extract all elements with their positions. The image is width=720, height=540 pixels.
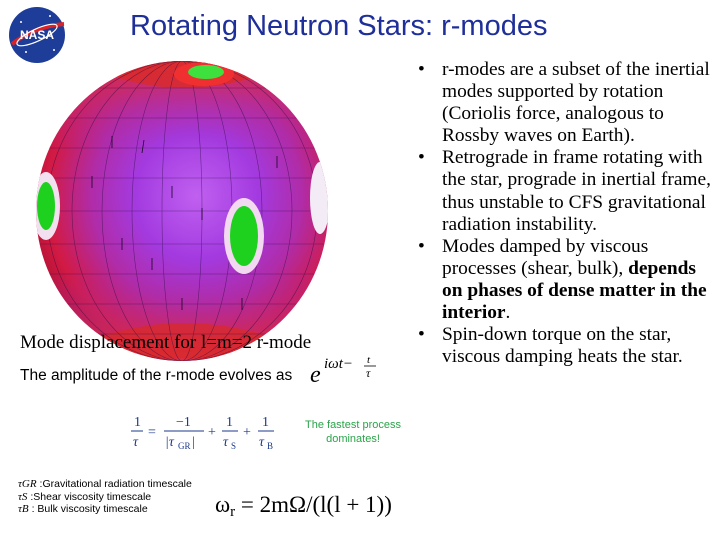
bullet-dot: • — [418, 147, 425, 169]
bullet-dot: • — [418, 235, 425, 257]
legend-item — [18, 503, 192, 516]
svg-text:+: + — [208, 425, 216, 440]
timescale-legend — [18, 478, 192, 516]
svg-text:t: t — [367, 354, 371, 366]
svg-text:τ: τ — [223, 435, 229, 450]
bullet-text: Modes damped by viscous processes (shear, bulk), — [442, 235, 649, 279]
legend-symbol: τS — [18, 490, 28, 503]
svg-text:1: 1 — [134, 415, 141, 430]
svg-text:+: + — [243, 425, 251, 440]
svg-text:S: S — [231, 441, 237, 451]
legend-text: :Gravitational radiation timescale — [36, 478, 192, 490]
bullet-text: Spin-down torque on the star, viscous damping heats the star. — [442, 324, 683, 368]
slide-title: Rotating Neutron Stars: r-modes — [130, 10, 548, 42]
legend-item — [18, 478, 192, 491]
legend-text: : Bulk viscosity timescale — [28, 503, 148, 515]
svg-text:NASA: NASA — [19, 28, 55, 42]
svg-text:iωt−: iωt− — [324, 356, 354, 372]
svg-text:|τ: |τ — [165, 435, 174, 450]
bullet-item — [412, 324, 717, 368]
damping-rate-formula — [128, 412, 298, 462]
bullet-text-end: . — [505, 302, 511, 324]
svg-text:−1: −1 — [176, 415, 191, 430]
amplitude-text: The amplitude of the r-mode evolves as — [20, 367, 293, 384]
amplitude-expression — [310, 350, 390, 390]
svg-text:|: | — [192, 435, 195, 450]
svg-text:e: e — [310, 362, 321, 388]
figure-caption: Mode displacement for l=m=2 r-mode — [20, 332, 312, 353]
nasa-logo — [6, 4, 68, 66]
omega-subscript: r — [230, 504, 236, 520]
svg-text:B: B — [267, 441, 274, 451]
svg-text:τ: τ — [366, 366, 371, 380]
legend-symbol: τGR — [18, 478, 37, 490]
legend-symbol: τB — [18, 503, 29, 515]
bullet-list — [412, 59, 717, 368]
svg-text:1: 1 — [226, 415, 233, 430]
svg-text:τ: τ — [133, 435, 139, 450]
fastest-process-note: The fastest process dominates! — [305, 419, 401, 445]
bullet-dot: • — [418, 59, 425, 80]
svg-text:τ: τ — [259, 435, 265, 450]
bullet-bold-text: depends on phases of dense matter in the interior — [442, 257, 707, 324]
bullet-dot: • — [418, 324, 425, 346]
legend-item — [18, 491, 192, 504]
bullet-text: r-modes are a subset of the inertial modes supported by rotation (Coriolis force, analogous to Rossby waves on Earth). — [442, 59, 710, 147]
omega-symbol: ω — [215, 492, 231, 517]
svg-text:GR: GR — [178, 441, 191, 451]
bullet-text: Retrograde in frame rotating with the star, prograde in inertial frame, thus unstable to CFS gravitational radiation instability. — [442, 147, 711, 235]
rmode-sphere-illustration — [32, 58, 332, 364]
omega-expression: = 2mΩ/(l(l + 1)) — [235, 492, 392, 517]
legend-text: :Shear viscosity timescale — [27, 490, 152, 503]
svg-text:1: 1 — [262, 415, 269, 430]
svg-text:=: = — [148, 425, 156, 440]
bullet-item — [412, 59, 717, 147]
bullet-item — [412, 236, 717, 324]
bullet-item — [412, 147, 717, 235]
mode-frequency-formula — [215, 492, 392, 521]
